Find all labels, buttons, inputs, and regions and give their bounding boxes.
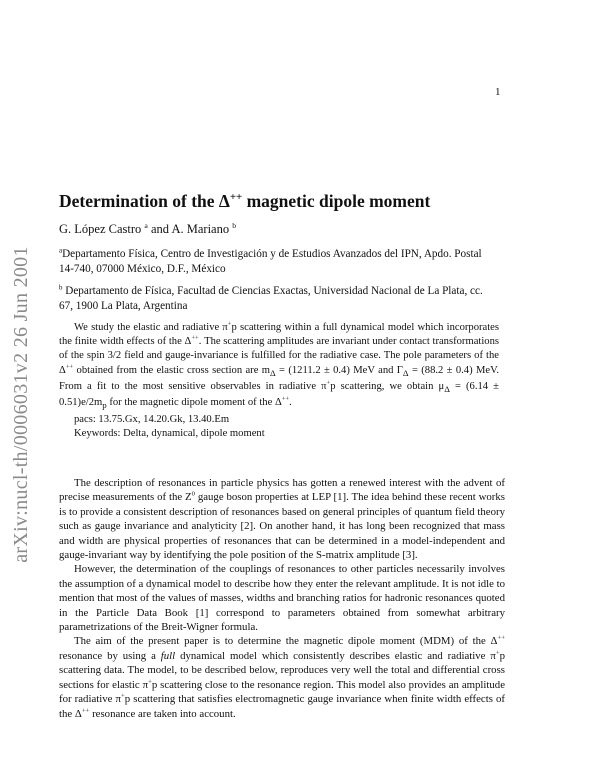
author-list: G. López Castro $^a$ and A. Mariano $^b$ bbox=[59, 220, 237, 236]
keywords: Keywords: Delta, dynamical, dipole moment bbox=[74, 427, 265, 439]
body-paragraph-3: The aim of the present paper is to determine the magnetic dipole moment (MDM) of the Δ++ resonance by using a full dynamical model which consistently describes elastic and radiative π+p scattering data. The model, to be described below, reproduces very well the total and differential cross sections for elastic π+p scattering close to the resonance region. This model also provides an amplitude for radiative π+p scattering that satisfies electromagnetic gauge invariance when finite width effects of the Δ++ resonance are taken into account. bbox=[59, 634, 506, 720]
abstract-paragraph: We study the elastic and radiative π+p scattering within a full dynamical model which incorporates the finite width effects of the Δ++. The scattering amplitudes are invariant under contact transformations of the spin 3/2 field and gauge-invariance is fulfilled for the radiative case. The pole parameters of the Δ++ obtained from the elastic cross section are $m_\Delta = (1211.2 \pm 0.4)$ MeV and $\Gamma_\Delta = (88.2 \pm 0.4)$ MeV. From a fit to the most sensitive observables in radiative π+p scattering, we obtain $\mu_\Delta = (6.14 \pm 0.51)e/2m_p$ for the magnetic dipole moment of the Δ++. bbox=[59, 320, 500, 411]
arxiv-identifier-text: arXiv:nucl-th/0006031v2 26 Jun 2001 bbox=[9, 246, 32, 563]
affiliation-a: $^a$Departamento Física, Centro de Investigación y de Estudios Avanzados del IPN, Apdo. Postal 14-740, 07000 México, D.F., México bbox=[59, 246, 482, 275]
pacs-codes: pacs: 13.75.Gx, 14.20.Gk, 13.40.Em bbox=[74, 413, 230, 425]
author-name: and A. Mariano bbox=[147, 222, 233, 236]
affiliation-b: $^b$ Departamento de Física, Facultad de Ciencias Exactas, Universidad Nacional de La Plata, cc. 67, 1900 La Plata, Argentina bbox=[59, 283, 483, 312]
main-body bbox=[59, 476, 505, 721]
body-paragraph-1: The description of resonances in particle physics has gotten a renewed interest with the advent of precise measurements of the $Z^0$ gauge boson properties at LEP [1]. The idea behind these recent works is to provide a consistent description of resonances based on general principles of quantum field theory such as gauge invariance and analyticity [2]. On another hand, it has long been recognized that mass and width are physical properties of resonances that can be determined in a model-independent and gauge-invariant way by identifying the pole position of the S-matrix amplitude [3]. bbox=[59, 477, 505, 562]
author-name: G. López Castro bbox=[59, 222, 145, 236]
arxiv-identifier-stamp bbox=[8, 207, 34, 602]
page-number: 1 bbox=[495, 86, 501, 98]
body-paragraph-2: However, the determination of the couplings of resonances to other particles necessarily involves the assumption of a dynamical model to describe how they enter the relevant amplitude. It is not idle to mention that most of the values of masses, widths and branching ratios for hadronic resonances quoted in the Particle Data Book [1] correspond to parameters obtained from somewhat arbitrary parametrizations of the Breit-Wigner formula. bbox=[59, 563, 505, 634]
paper-title: Determination of the Δ++ magnetic dipole moment bbox=[59, 191, 431, 211]
abstract bbox=[59, 321, 499, 441]
